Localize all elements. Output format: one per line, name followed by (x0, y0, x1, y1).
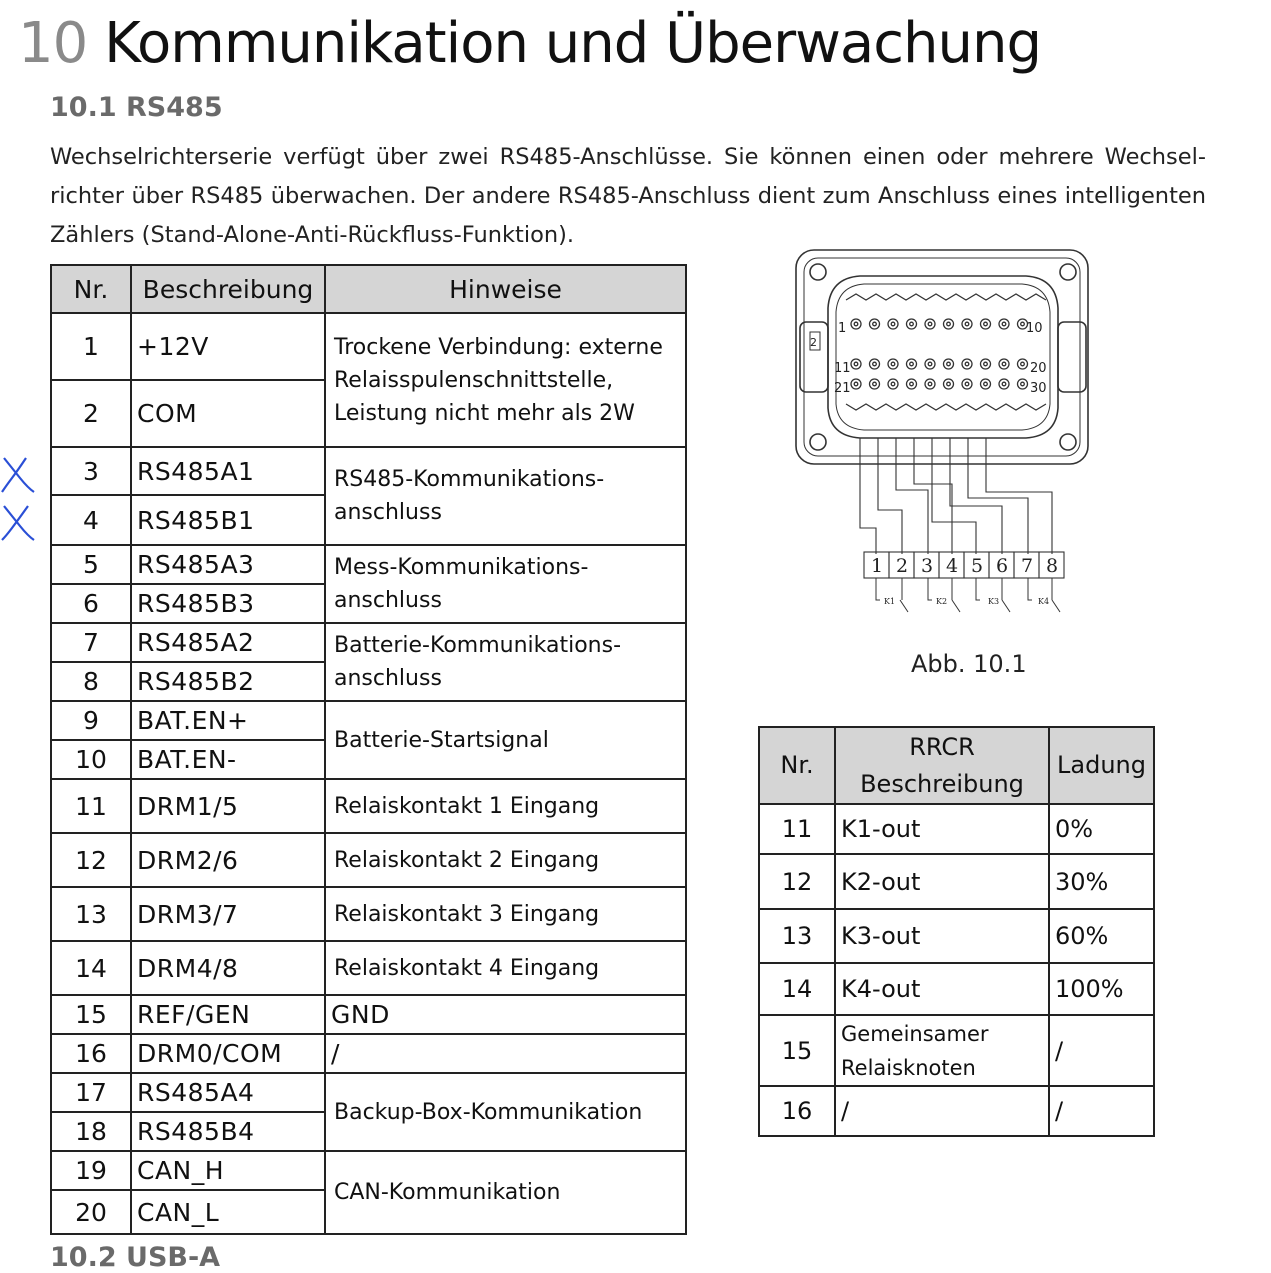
row-nr: 15 (51, 995, 131, 1034)
table-row (51, 1151, 686, 1190)
paragraph-line: Zählers (Stand-Alone-Anti-Rückfluss-Funktion). (50, 222, 575, 248)
connector-pin (944, 319, 954, 329)
header-hinweise: Hinweise (325, 265, 686, 313)
connector-pin-center (910, 362, 914, 366)
relay-label-k1: K1 (884, 597, 896, 606)
connector-pin-center (910, 322, 914, 326)
row-desc: CAN_L (131, 1190, 325, 1234)
note-relay-4: Relaiskontakt 4 Eingang (325, 941, 686, 995)
relay-label-k3: K3 (988, 597, 1000, 606)
row-desc: BAT.EN+ (131, 701, 325, 740)
row-load: 60% (1049, 909, 1154, 963)
table-row (759, 1086, 1154, 1136)
connector-pin-center (873, 382, 877, 386)
row-nr: 1 (51, 313, 131, 380)
row-desc: DRM2/6 (131, 833, 325, 887)
note-backup-box: Backup-Box-Kommunikation (325, 1073, 686, 1151)
row-desc: RS485B4 (131, 1112, 325, 1151)
connector-diagram (790, 248, 1100, 618)
header-line: Beschreibung (860, 769, 1024, 798)
terminal-number: 2 (896, 555, 909, 577)
row-nr: 15 (759, 1015, 835, 1086)
row-nr: 6 (51, 584, 131, 623)
connector-pin-center (928, 382, 932, 386)
row-load: 100% (1049, 963, 1154, 1015)
connector-pin (870, 319, 880, 329)
mounting-hole-icon (810, 434, 826, 450)
table-row (51, 701, 686, 740)
connector-pin-center (965, 382, 969, 386)
terminal-number: 4 (946, 555, 959, 577)
note-line: anschluss (334, 500, 442, 525)
table-row (51, 995, 686, 1034)
connector-pin (851, 319, 861, 329)
row-desc: K2-out (835, 854, 1049, 909)
note-meter-comm (325, 545, 686, 623)
row-desc (835, 1015, 1049, 1086)
connector-pin (925, 359, 935, 369)
row-nr: 13 (51, 887, 131, 941)
row-nr: 5 (51, 545, 131, 584)
side-latch (1058, 322, 1086, 392)
row-desc: RS485B2 (131, 662, 325, 701)
row-load: / (1049, 1086, 1154, 1136)
row-nr: 18 (51, 1112, 131, 1151)
connector-pin (870, 379, 880, 389)
connector-pin-center (1002, 362, 1006, 366)
table-row (759, 804, 1154, 854)
connector-pin-center (928, 362, 932, 366)
header-line: RRCR (909, 732, 975, 761)
connector-pin-center (965, 362, 969, 366)
connector-pin-center (1021, 322, 1025, 326)
connector-pin-center (947, 322, 951, 326)
row-nr: 14 (51, 941, 131, 995)
table-row (51, 833, 686, 887)
row-desc: DRM4/8 (131, 941, 325, 995)
connector-pin-center (891, 382, 895, 386)
table-row (759, 854, 1154, 909)
connector-pin (1018, 379, 1028, 389)
note-line: anschluss (334, 588, 442, 613)
mounting-hole-icon (810, 264, 826, 280)
chapter-title-text: Kommunikation und Überwachung (104, 11, 1042, 76)
paragraph-line: richter über RS485 überwachen. Der andere RS485-Anschluss dient zum Anschluss eines intelligenten (50, 183, 1206, 209)
row-nr: 9 (51, 701, 131, 740)
row-load: / (1049, 1015, 1154, 1086)
row-load: 30% (1049, 854, 1154, 909)
table-row (51, 1034, 686, 1073)
terminal-number: 5 (971, 555, 984, 577)
row-nr: 10 (51, 740, 131, 779)
note-relay-2: Relaiskontakt 2 Eingang (325, 833, 686, 887)
connector-pin (925, 379, 935, 389)
connector-pin (944, 359, 954, 369)
note-battery-comm (325, 623, 686, 701)
header-nr: Nr. (759, 727, 835, 804)
connector-pin (962, 319, 972, 329)
terminal-number: 6 (996, 555, 1009, 577)
row-nr: 17 (51, 1073, 131, 1112)
x-mark-icon (0, 452, 36, 494)
row-desc: K3-out (835, 909, 1049, 963)
connector-pin-center (947, 362, 951, 366)
row-nr: 14 (759, 963, 835, 1015)
connector-pin-center (891, 362, 895, 366)
relay-label-k2: K2 (936, 597, 948, 606)
row-nr: 3 (51, 447, 131, 495)
row-desc: BAT.EN- (131, 740, 325, 779)
connector-pin-center (873, 322, 877, 326)
row-nr: 13 (759, 909, 835, 963)
row-nr: 8 (51, 662, 131, 701)
mounting-hole-icon (1060, 264, 1076, 280)
connector-pin (1018, 359, 1028, 369)
row-desc: / (835, 1086, 1049, 1136)
connector-pin (925, 319, 935, 329)
pin-label-11: 11 (834, 361, 851, 376)
relay-label-k4: K4 (1038, 597, 1050, 606)
connector-pin (981, 379, 991, 389)
row-nr: 11 (51, 779, 131, 833)
table-row (51, 313, 686, 380)
note-rs485-comm (325, 447, 686, 545)
table-row (51, 1073, 686, 1112)
table-row (759, 1015, 1154, 1086)
connector-pin (851, 359, 861, 369)
terminal-number: 7 (1021, 555, 1034, 577)
note-line: Leistung nicht mehr als 2W (334, 400, 635, 426)
connector-pin-center (910, 382, 914, 386)
connector-pin (907, 379, 917, 389)
connector-body (828, 276, 1058, 438)
row-nr: 7 (51, 623, 131, 662)
row-desc: +12V (131, 313, 325, 380)
row-nr: 16 (51, 1034, 131, 1073)
row-desc: RS485A1 (131, 447, 325, 495)
connector-pin-center (891, 322, 895, 326)
pin-label-1: 1 (838, 321, 847, 336)
note-relay-1: Relaiskontakt 1 Eingang (325, 779, 686, 833)
chapter-number: 10 (18, 11, 88, 76)
header-ladung: Ladung (1049, 727, 1154, 804)
note-line: Trockene Verbindung: externe (334, 334, 663, 360)
row-nr: 20 (51, 1190, 131, 1234)
intro-paragraph (50, 138, 1206, 255)
row-nr: 12 (51, 833, 131, 887)
connector-pin-center (1002, 322, 1006, 326)
row-desc: DRM3/7 (131, 887, 325, 941)
note-relay-supply (325, 313, 686, 447)
connector-pin (851, 379, 861, 389)
connector-pin (962, 379, 972, 389)
connector-pin-center (1021, 382, 1025, 386)
table-header-row (51, 265, 686, 313)
row-desc: RS485A2 (131, 623, 325, 662)
x-mark-icon (0, 502, 36, 544)
row-nr: 11 (759, 804, 835, 854)
connector-pin-center (928, 322, 932, 326)
connector-pin (888, 319, 898, 329)
desc-line: Relaisknoten (841, 1055, 976, 1080)
connector-pin (907, 319, 917, 329)
rrcr-table (758, 726, 1155, 1137)
row-desc: K1-out (835, 804, 1049, 854)
terminal-number: 8 (1046, 555, 1059, 577)
note-line: Mess-Kommunikations- (334, 555, 589, 580)
note-line: Relaisspulenschnittstelle, (334, 367, 614, 393)
figure-caption: Abb. 10.1 (911, 650, 1027, 678)
mounting-hole-icon (1060, 434, 1076, 450)
row-nr: 2 (51, 380, 131, 447)
table-row (51, 623, 686, 662)
table-row (51, 887, 686, 941)
connector-pin-center (984, 362, 988, 366)
connector-pin (999, 359, 1009, 369)
connector-pin (999, 379, 1009, 389)
note-relay-3: Relaiskontakt 3 Eingang (325, 887, 686, 941)
connector-pin (888, 379, 898, 389)
row-desc: DRM1/5 (131, 779, 325, 833)
table-row (759, 963, 1154, 1015)
desc-line: Gemeinsamer (841, 1021, 989, 1046)
section-title: 10.1 RS485 (50, 92, 223, 123)
row-nr: 19 (51, 1151, 131, 1190)
pin-table (50, 264, 687, 1235)
connector-pin (944, 379, 954, 389)
connector-pin-center (854, 322, 858, 326)
connector-pin-center (965, 322, 969, 326)
row-nr: 12 (759, 854, 835, 909)
note-gnd: GND (325, 995, 686, 1034)
header-rrcr (835, 727, 1049, 804)
terminal-number: 3 (921, 555, 934, 577)
connector-pin (981, 319, 991, 329)
paragraph-line: Wechselrichterserie verfügt über zwei RS485-Anschlüsse. Sie können einen oder mehrere Wechsel- (50, 144, 1206, 170)
row-desc: RS485B3 (131, 584, 325, 623)
connector-pin-center (984, 382, 988, 386)
row-desc: CAN_H (131, 1151, 325, 1190)
row-desc: DRM0/COM (131, 1034, 325, 1073)
connector-pin (962, 359, 972, 369)
connector-pin (999, 319, 1009, 329)
note-line: RS485-Kommunikations- (334, 467, 605, 492)
table-row (51, 447, 686, 495)
connector-pin-center (854, 382, 858, 386)
note-line: anschluss (334, 666, 442, 691)
table-row (759, 909, 1154, 963)
next-section-title: 10.2 USB-A (50, 1242, 221, 1273)
row-load: 0% (1049, 804, 1154, 854)
connector-pin-center (947, 382, 951, 386)
row-desc: K4-out (835, 963, 1049, 1015)
note-line: Batterie-Kommunikations- (334, 633, 622, 658)
connector-pin (981, 359, 991, 369)
chapter-title (18, 8, 1041, 80)
terminal-number: 1 (871, 555, 884, 577)
row-desc: REF/GEN (131, 995, 325, 1034)
connector-pin-center (1002, 382, 1006, 386)
table-header-row (759, 727, 1154, 804)
connector-pin-center (984, 322, 988, 326)
connector-pin-center (1021, 362, 1025, 366)
row-desc: COM (131, 380, 325, 447)
header-beschreibung: Beschreibung (131, 265, 325, 313)
connector-pin (888, 359, 898, 369)
note-can: CAN-Kommunikation (325, 1151, 686, 1234)
connector-pin (907, 359, 917, 369)
table-row (51, 941, 686, 995)
row-desc: RS485A4 (131, 1073, 325, 1112)
pin-label-21: 21 (834, 381, 851, 396)
note-slash: / (325, 1034, 686, 1073)
table-row (51, 545, 686, 584)
connector-pin (870, 359, 880, 369)
row-desc: RS485A3 (131, 545, 325, 584)
header-nr: Nr. (51, 265, 131, 313)
connector-pin-center (854, 362, 858, 366)
row-nr: 4 (51, 495, 131, 545)
note-battery-start: Batterie-Startsignal (325, 701, 686, 779)
pin-label-30: 30 (1030, 381, 1047, 396)
row-desc: RS485B1 (131, 495, 325, 545)
side-label: 2 (810, 336, 817, 349)
pin-label-10: 10 (1026, 321, 1043, 336)
connector-pin-center (873, 362, 877, 366)
pin-label-20: 20 (1030, 361, 1047, 376)
table-row (51, 779, 686, 833)
row-nr: 16 (759, 1086, 835, 1136)
